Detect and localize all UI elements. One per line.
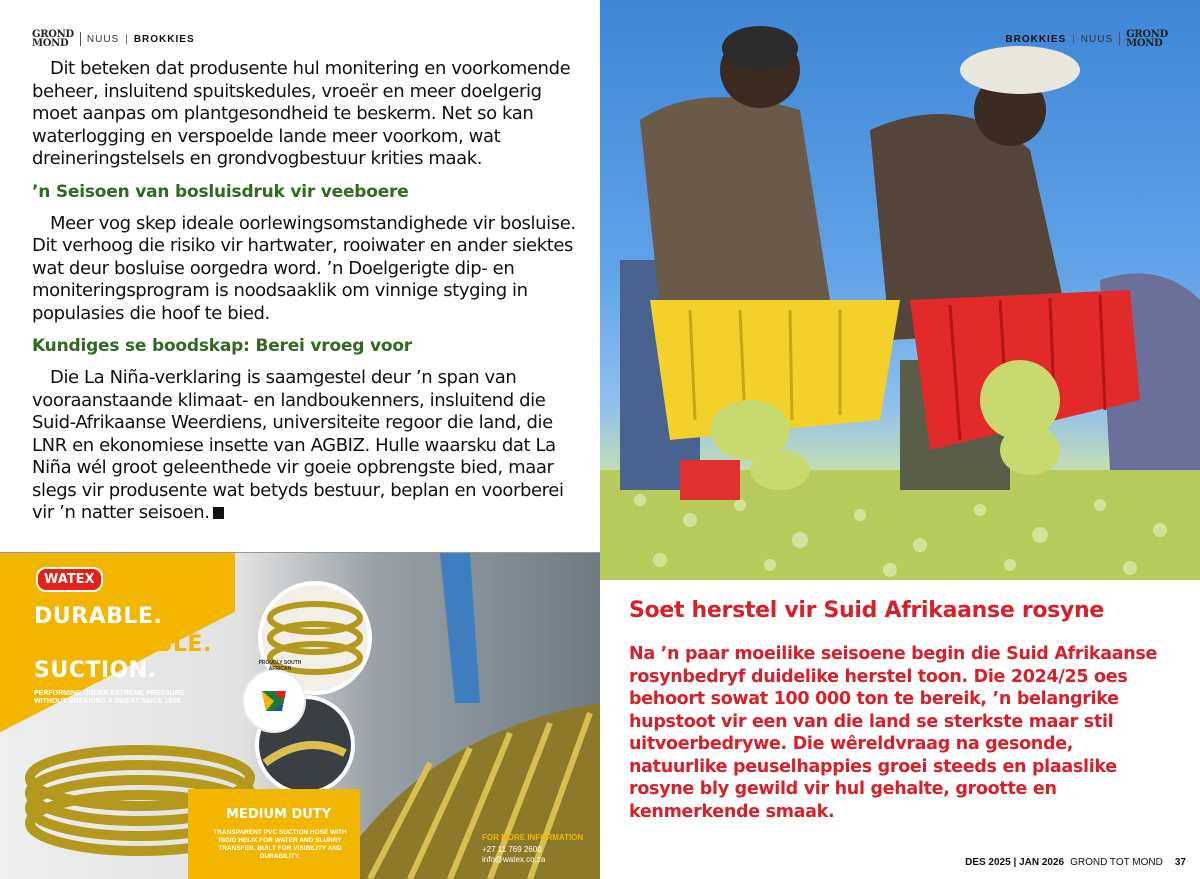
medium-duty-title: MEDIUM DUTY — [226, 807, 332, 822]
ad-email-link[interactable]: info@watex.co.za — [482, 855, 546, 864]
section-label-nuus: NUUS — [86, 33, 120, 45]
article-heading-kundiges: Kundiges se boodskap: Berei vroeg voor — [32, 336, 412, 356]
ad-headline-durable: DURABLE. — [34, 604, 163, 629]
ad-headline-suction: SUCTION. — [34, 658, 157, 683]
medium-duty-description: TRANSPARENT PVC SUCTION HOSE WITH RIGID HELIX FOR WATER AND SLURRY TRANSFER. BUILT FOR VISIBILITY AND DURABILITY. — [213, 829, 347, 860]
proudly-south-african-badge — [242, 660, 306, 733]
raisin-article-title: Soet herstel vir Suid Afrikaanse rosyne — [629, 598, 1104, 623]
header-right — [1005, 28, 1168, 50]
article-body — [32, 58, 580, 525]
ad-contact — [482, 845, 545, 865]
magazine-logo-right: GROND MOND — [1126, 29, 1168, 49]
watex-advertisement[interactable] — [0, 553, 600, 879]
ad-headline-dependable: DEPENDABLE. — [34, 632, 212, 657]
page-number: 37 — [1174, 857, 1186, 868]
photo-illustration — [600, 0, 1200, 580]
article-paragraph-1: Dit beteken dat produsente hul monitering en voorkomende beheer, insluitend spuitskedules, vroeër en meer doelgerig moet aanpas om plantgesondheid te beskerm. Net so kan waterlogging en verspoelde lande meer voorkom, wat dreineringstelsels en grondvogbestuur krities maak. — [32, 58, 571, 169]
ad-phone: +27 11 769 2600 — [482, 845, 542, 854]
article-paragraph-3: Die La Niña-verklaring is saamgestel deur ’n span van vooraanstaande klimaat- en landboukenners, insluitend die Suid-Afrikaanse Weerdiens, universiteite regoor die land, die LNR en ekonomiese insette van AGBIZ. Hulle waarsku dat La Niña wél groot geleenthede vir goeie opbrengste bied, maar slegs vir produsente wat betyds bestuur, beplan en voorberei vir ’n natter seisoen. — [32, 367, 564, 523]
watex-logo: WATEX — [36, 567, 103, 592]
raisin-article-lead: Na ’n paar moeilike seisoene begin die Suid Afrikaanse rosynbedryf duidelike herstel toon. Die 2024/25 oes behoort sowat 100 000 ton te bereik, ’n belangrike hupstoot vir een van die land se sterkste maar stil uitvoerbedrywe. Die wêreldvraag na gesonde, natuurlike peuselhappies groei steeds en plaaslike rosyne bly gewild vir hul gehalte, grootte en kenmerkende smaak. — [629, 644, 1158, 822]
ad-info-label: FOR MORE INFORMATION — [482, 833, 584, 842]
section-label-brokkies: BROKKIES — [133, 33, 195, 45]
footer-magazine-name: GROND TOT MOND — [1070, 857, 1163, 868]
page-footer — [965, 857, 1186, 868]
article-paragraph-3-wrap — [32, 367, 580, 525]
magazine-logo: GROND MOND — [32, 29, 74, 49]
raisin-workers-photo — [600, 0, 1200, 580]
header-pipe: | — [125, 33, 128, 45]
article-heading-bosluisdruk: ’n Seisoen van bosluisdruk vir veeboere — [32, 181, 409, 202]
sa-flag-icon — [244, 671, 304, 731]
back-crate — [680, 460, 740, 500]
header-left — [32, 28, 195, 50]
header-pipe-right: | — [1072, 33, 1075, 45]
header-divider-right — [1119, 32, 1120, 46]
blue-pipe — [440, 553, 480, 703]
section-label-brokkies-right: BROKKIES — [1005, 33, 1067, 45]
header-divider — [80, 32, 81, 46]
section-label-nuus-right: NUUS — [1080, 33, 1114, 45]
ad-tagline: PERFORMING UNDER EXTREME PRESSURE WITHOUT BREAKING A SWEAT SINCE 1908. — [34, 690, 185, 705]
badge-text: PROUDLY SOUTH AFRICAN — [258, 660, 302, 672]
end-mark-icon — [213, 507, 224, 519]
article-paragraph-2: Meer vog skep ideale oorlewingsomstandighede vir bosluise. Dit verhoog die risiko vir hartwater, rooiwater en ander siektes wat deur bosluise oorgedra word. ’n Doelgerigte dip- en moniteringsprogram is noodsaaklik om vinnige styging in populasies die hoof te bied. — [32, 212, 576, 324]
footer-issue: DES 2025 | JAN 2026 — [965, 857, 1065, 868]
